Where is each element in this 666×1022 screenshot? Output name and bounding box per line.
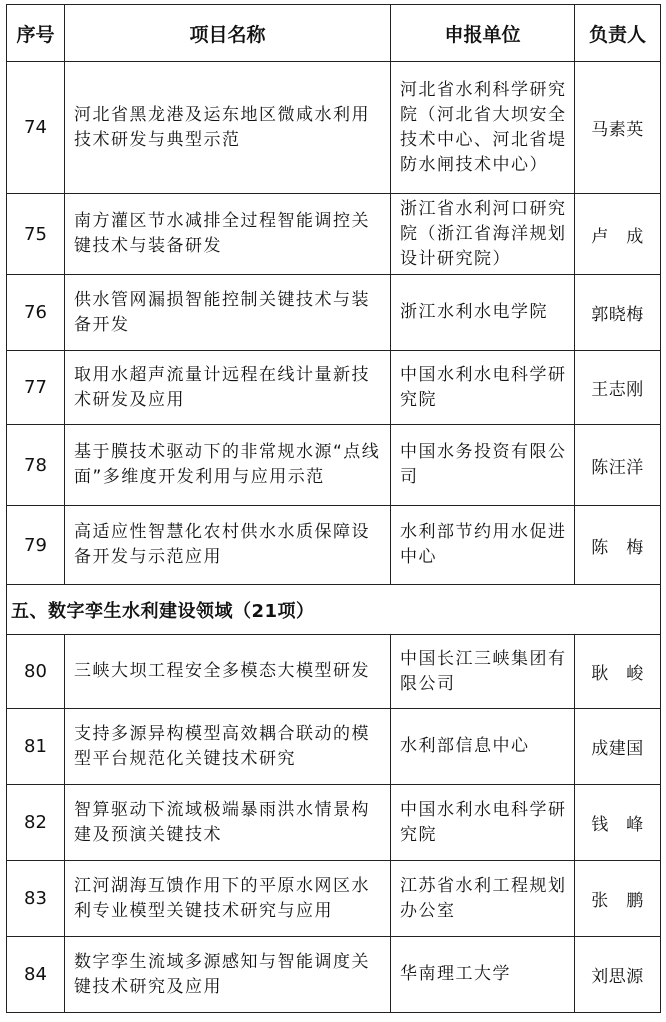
- row-applicant-unit: 水利部节约用水促进中心: [391, 506, 575, 585]
- row-applicant-unit: 中国水务投资有限公司: [391, 425, 575, 506]
- row-project-name: 智算驱动下流域极端暴雨洪水情景构建及预演关键技术: [65, 785, 391, 861]
- table-row: [7, 937, 661, 1013]
- row-seq: 80: [7, 635, 65, 709]
- row-project-name: 支持多源异构模型高效耦合联动的模型平台规范化关键技术研究: [65, 709, 391, 785]
- row-person-in-charge: 耿 峻: [575, 635, 661, 709]
- row-project-name: 取用水超声流量计远程在线计量新技术研发及应用: [65, 351, 391, 425]
- project-table: [6, 4, 661, 1013]
- header-seq: 序号: [7, 5, 65, 62]
- row-person-in-charge: 卢 成: [575, 194, 661, 275]
- section-row: [7, 585, 661, 635]
- row-seq: 81: [7, 709, 65, 785]
- header-applicant-unit: 申报单位: [391, 5, 575, 62]
- row-seq: 84: [7, 937, 65, 1013]
- section-title: 五、数字孪生水利建设领域（21项）: [7, 585, 661, 635]
- row-seq: 82: [7, 785, 65, 861]
- table-row: [7, 351, 661, 425]
- row-applicant-unit: 河北省水利科学研究院（河北省大坝安全技术中心、河北省堤防水闸技术中心）: [391, 62, 575, 194]
- row-person-in-charge: 陈 梅: [575, 506, 661, 585]
- row-person-in-charge: 成建国: [575, 709, 661, 785]
- row-applicant-unit: 中国水利水电科学研究院: [391, 785, 575, 861]
- row-project-name: 南方灌区节水减排全过程智能调控关键技术与装备研发: [65, 194, 391, 275]
- row-project-name: 江河湖海互馈作用下的平原水网区水利专业模型关键技术研究与应用: [65, 861, 391, 937]
- project-table-container: [6, 4, 661, 1013]
- row-applicant-unit: 浙江省水利河口研究院（浙江省海洋规划设计研究院）: [391, 194, 575, 275]
- row-person-in-charge: 马素英: [575, 62, 661, 194]
- row-seq: 83: [7, 861, 65, 937]
- table-row: [7, 861, 661, 937]
- row-project-name: 高适应性智慧化农村供水水质保障设备开发与示范应用: [65, 506, 391, 585]
- row-applicant-unit: 中国水利水电科学研究院: [391, 351, 575, 425]
- row-person-in-charge: 郭晓梅: [575, 275, 661, 351]
- row-seq: 75: [7, 194, 65, 275]
- row-seq: 74: [7, 62, 65, 194]
- row-applicant-unit: 华南理工大学: [391, 937, 575, 1013]
- table-row: [7, 62, 661, 194]
- row-applicant-unit: 水利部信息中心: [391, 709, 575, 785]
- row-seq: 78: [7, 425, 65, 506]
- table-row: [7, 709, 661, 785]
- row-project-name: 数字孪生流域多源感知与智能调度关键技术研究及应用: [65, 937, 391, 1013]
- row-seq: 77: [7, 351, 65, 425]
- table-row: [7, 275, 661, 351]
- row-project-name: 供水管网漏损智能控制关键技术与装备开发: [65, 275, 391, 351]
- header-project-name: 项目名称: [65, 5, 391, 62]
- row-project-name: 基于膜技术驱动下的非常规水源“点线面”多维度开发利用与应用示范: [65, 425, 391, 506]
- row-project-name: 河北省黑龙港及运东地区微咸水利用技术研发与典型示范: [65, 62, 391, 194]
- table-row: [7, 635, 661, 709]
- row-person-in-charge: 王志刚: [575, 351, 661, 425]
- row-project-name: 三峡大坝工程安全多模态大模型研发: [65, 635, 391, 709]
- row-person-in-charge: 张 鹏: [575, 861, 661, 937]
- table-row: [7, 425, 661, 506]
- row-applicant-unit: 浙江水利水电学院: [391, 275, 575, 351]
- header-person-in-charge: 负责人: [575, 5, 661, 62]
- row-seq: 79: [7, 506, 65, 585]
- table-row: [7, 785, 661, 861]
- row-person-in-charge: 钱 峰: [575, 785, 661, 861]
- row-seq: 76: [7, 275, 65, 351]
- row-person-in-charge: 刘思源: [575, 937, 661, 1013]
- table-header-row: [7, 5, 661, 62]
- row-applicant-unit: 中国长江三峡集团有限公司: [391, 635, 575, 709]
- table-row: [7, 506, 661, 585]
- table-row: [7, 194, 661, 275]
- row-applicant-unit: 江苏省水利工程规划办公室: [391, 861, 575, 937]
- row-person-in-charge: 陈汪洋: [575, 425, 661, 506]
